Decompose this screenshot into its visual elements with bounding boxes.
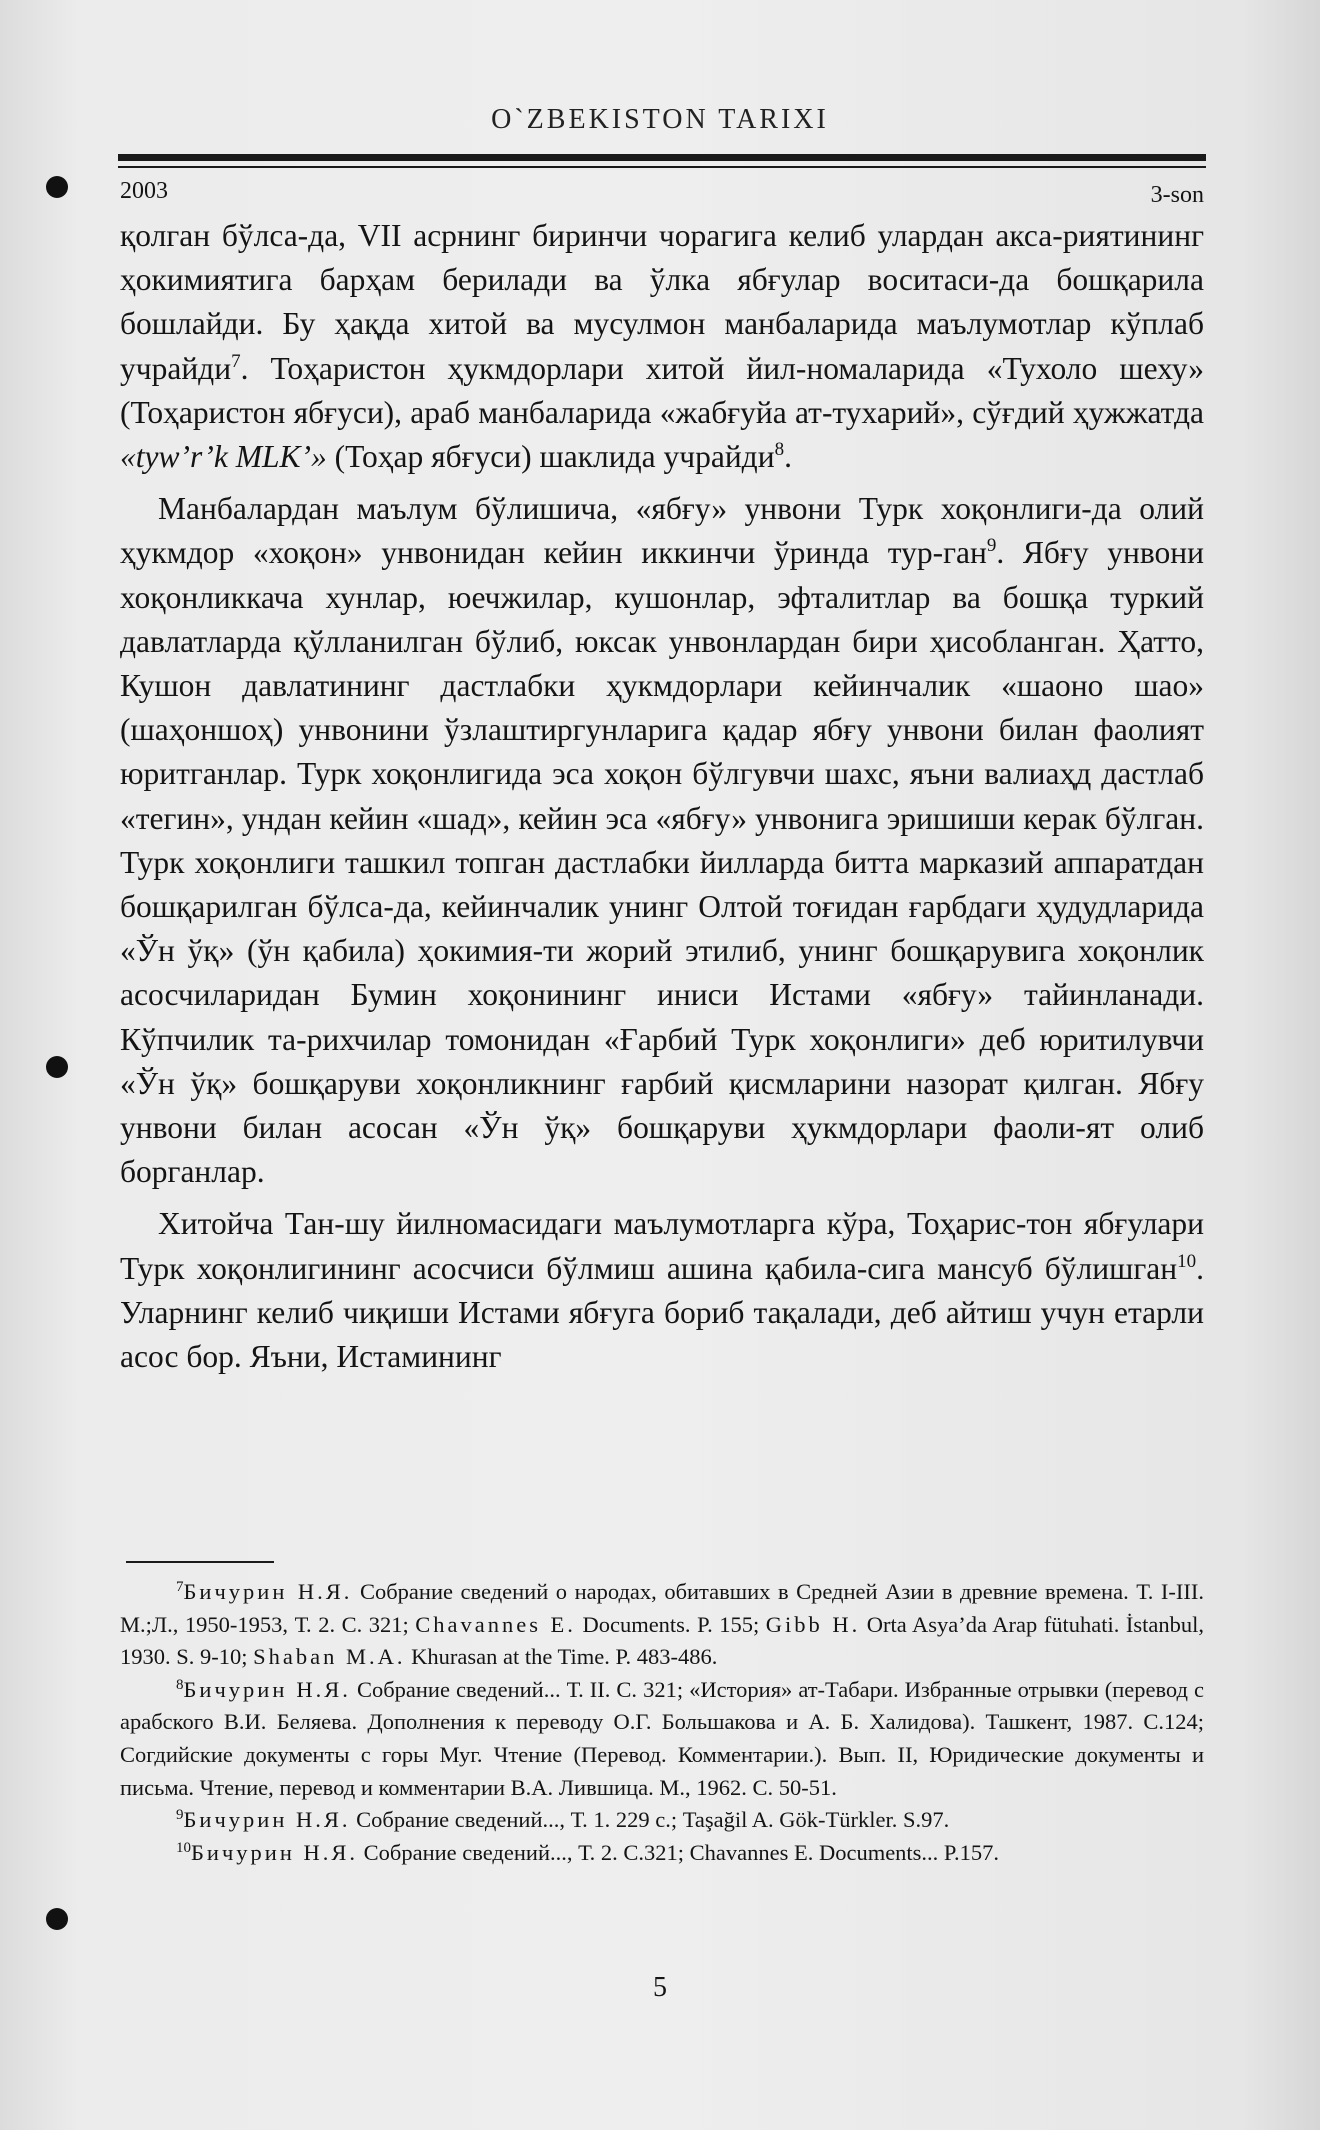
article-body <box>120 214 1204 1379</box>
issue-number: 3-son <box>1150 182 1204 208</box>
footnote-separator <box>126 1561 274 1563</box>
issue-year: 2003 <box>120 178 168 204</box>
binder-hole <box>46 1908 68 1930</box>
paragraph-2: Манбалардан маълум бўлишича, «ябғу» унвони Турк хоқонлиги-да олий ҳукмдор «хоқон» унвонидан кейин иккинчи ўринда тур-ган$^9$. Ябғу унвони хоқонликкача хунлар, юечжилар, кушонлар, эфталитлар ва бошқа туркий давлатларда қўлланилган бўлиб, юксак унвонлардан бири ҳисобланган. Ҳатто, Кушон давлатининг дастлабки ҳукмдорлари кейинчалик «шаоно шао» (шаҳоншоҳ) унвонини ўзлаштиргунларига қадар ябғу унвони билан фаолият юритганлар. Турк хоқонлигида эса хоқон бўлгувчи шахс, яъни валиаҳд дастлаб «тегин», ундан кейин «шад», кейин эса «ябғу» унвонига эришиши керак бўлган. Турк хоқонлиги ташкил топган дастлабки йилларда битта марказий аппаратдан бошқарилган бўлса-да, кейинчалик унинг Олтой тоғидан ғарбдаги ҳудудларида «Ўн ўқ» (ўн қабила) ҳокимия-ти жорий этилиб, унинг бошқарувига хоқонлик асосчиларидан Бумин хоқонининг иниси Истами «ябғу» тайинланади. Кўпчилик та-рихчилар томонидан «Ғарбий Турк хоқонлиги» деб юритилувчи «Ўн ўқ» бошқаруви хоқонликнинг ғарбий қисмларини назорат қилган. Ябғу унвони билан асосан «Ўн ўқ» бошқаруви ҳукмдорлари фаоли-ят олиб борганлар. <box>120 491 1204 1190</box>
footnote-ref: 10 <box>1177 1250 1197 1272</box>
header-rule-thick <box>118 154 1206 161</box>
footnote-8: $^8$Бичурин Н.Я. Собрание сведений... Т. II. С. 321; «История» ат-Табари. Избранные отрывки (перевод с арабского В.И. Беляева. Дополнения к переводу О.Г. Большакова и А. Б. Халидова). Ташкент, 1987. С.124; Согдийские документы с горы Муг. Чтение (Перевод. Комментарии.). Вып. II, Юридические документы и письма. Чтение, перевод и комментарии В.А. Лившица. М., 1962. С. 50-51. <box>120 1676 1205 1800</box>
footnote-ref: 7 <box>231 350 241 372</box>
footnotes <box>120 1576 1204 1869</box>
footnote-10: $^{10}$Бичурин Н.Я. Собрание сведений..., Т. 2. С.321; Chavannes E. Documents... P.157. <box>176 1839 999 1865</box>
footnote-ref: 8 <box>774 439 785 461</box>
binder-hole <box>46 1056 68 1078</box>
header-rule-thin <box>118 166 1206 168</box>
footnote-9: $^9$Бичурин Н.Я. Собрание сведений..., Т. 1. 229 с.; Taşağil A. Gök-Türkler. S.97. <box>176 1807 950 1833</box>
page-number: 5 <box>653 1972 667 2003</box>
paragraph-3: Хитойча Тан-шу йилномасидаги маълумотларга кўра, Тоҳарис-тон ябғулари Турк хоқонлигининг асосчиси бўлмиш ашина қабила-сига мансуб бўлишган$^{10}$. Уларнинг келиб чиқиши Истами ябғуга бориб тақалади, деб айтиш учун етарли асос бор. Яъни, Истамининг <box>120 1206 1204 1375</box>
paragraph-1: қолган бўлса-да, VII асрнинг биринчи чорагига келиб улардан акса-риятининг ҳокимиятига барҳам берилади ва ўлка ябғулар воситаси-да бошқарила бошлайди. Бу ҳақда хитой ва мусулмон манбаларида маълумотлар кўплаб учрайди$^7$. Тоҳаристон ҳукмдорлари хитой йил-номаларида «Тухоло шеху» (Тоҳаристон ябғуси), араб манбаларида «жабғуйа ат-тухарий», сўғдий ҳужжатда «tyw’r’k MLK’» (Тоҳар ябғуси) шаклида учрайди$^8$. <box>120 218 1204 475</box>
binder-hole <box>46 176 68 198</box>
sogdian-term: «tyw’r’k MLK’» <box>120 439 327 475</box>
footnote-7: $^7$Бичурин Н.Я. Собрание сведений о народах, обитавших в Средней Азии в древние времена. Т. I-III. М.;Л., 1950-1953, Т. 2. С. 321; Chavannes E. Documents. P. 155; Gibb H. Orta Asya’da Arap fütuhati. İstanbul, 1930. S. 9-10; Shaban M.A. Khurasan at the Time. P. 483-486. <box>120 1579 1205 1670</box>
journal-title: O`ZBEKISTON TARIXI <box>491 104 829 135</box>
footnote-ref: 9 <box>986 535 997 557</box>
